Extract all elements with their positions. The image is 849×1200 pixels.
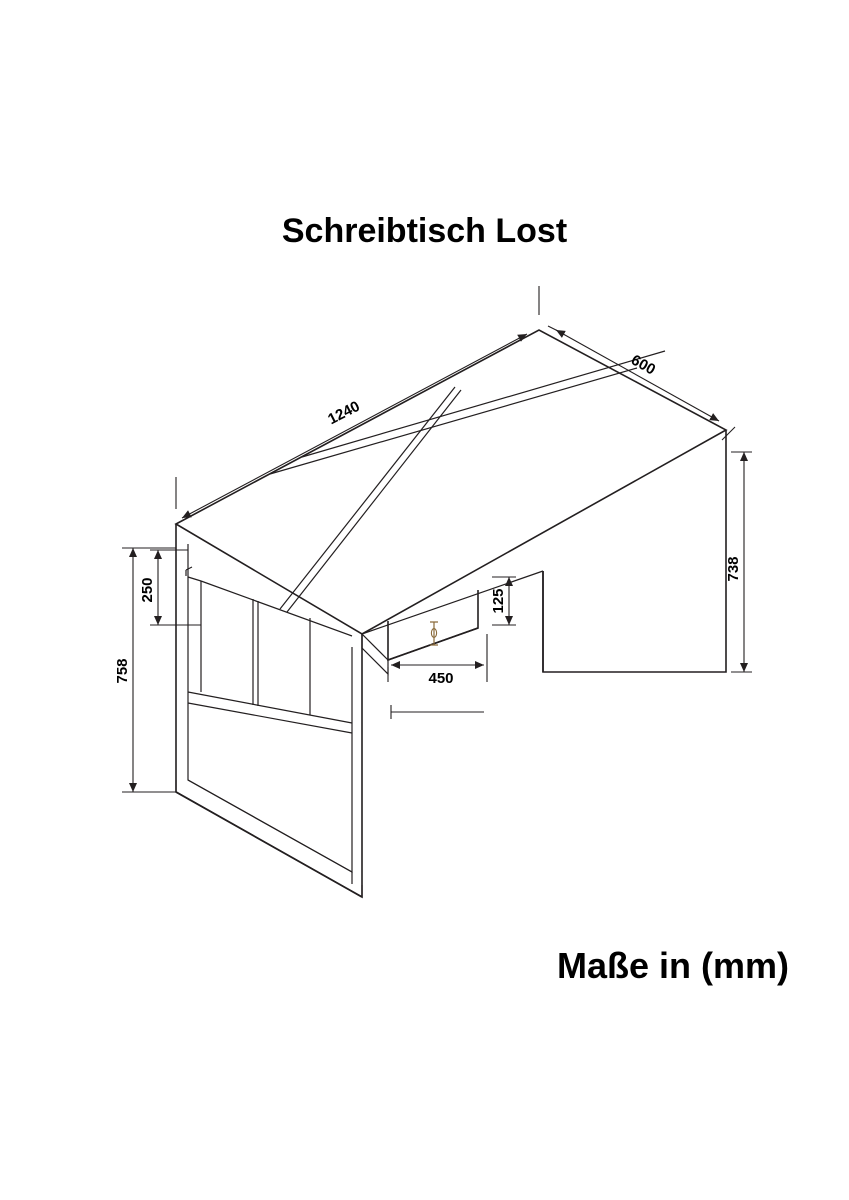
dim-1240-line	[182, 334, 527, 518]
desk-top-surface	[176, 330, 726, 634]
right-side-panel	[543, 430, 726, 672]
dimension-lines	[122, 286, 752, 792]
drawer-front-bottom	[388, 628, 478, 660]
dim-label-1240: 1240	[325, 397, 363, 429]
left-panel-top-edge	[201, 581, 352, 636]
dim-label-250: 250	[139, 577, 156, 603]
left-panel-bracket-icon	[186, 567, 192, 576]
dim-label-450: 450	[428, 670, 454, 687]
left-frame-inner-bottom	[188, 780, 352, 872]
units-note: Maße in (mm)	[556, 945, 789, 986]
dim-label-758: 758	[114, 658, 131, 684]
dim-label-738: 738	[725, 556, 742, 582]
left-panel-corner	[188, 577, 201, 581]
dim-label-125: 125	[490, 588, 507, 614]
left-frame-outer	[176, 524, 362, 897]
page-title: Schreibtisch Lost	[281, 212, 568, 250]
drawer-left-return	[362, 634, 388, 660]
top-seam-3	[280, 387, 455, 609]
drawer-front	[388, 590, 478, 660]
desk-body	[176, 330, 726, 897]
dim-label-600: 600	[628, 351, 659, 379]
drawer-left-side	[362, 634, 388, 674]
left-frame-bottom-rail	[176, 792, 362, 897]
top-seam-4	[287, 390, 461, 612]
top-seam-2	[270, 368, 637, 474]
